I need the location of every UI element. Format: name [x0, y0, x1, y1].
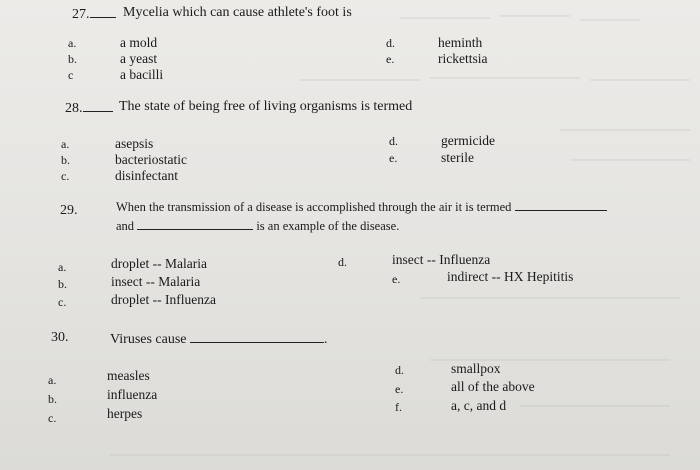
option-letter-b: b.	[48, 392, 57, 406]
option-letter-c: c.	[61, 169, 70, 183]
option-text-b: bacteriostatic	[115, 152, 187, 167]
option-letter-e: e.	[395, 382, 404, 396]
question-29-stem-line2: and is an example of the disease.	[116, 219, 400, 233]
option-letter-f: f.	[395, 400, 402, 414]
question-29-stem-line1: When the transmission of a disease is accomplished through the air it is termed	[116, 198, 607, 215]
option-letter-a: a.	[48, 373, 57, 387]
question-29-number: 29.	[60, 203, 78, 218]
option-text-a: asepsis	[115, 136, 154, 151]
option-text-a: a mold	[120, 35, 158, 50]
option-text-d: germicide	[441, 133, 495, 148]
option-text-d: smallpox	[451, 361, 501, 376]
option-text-c: a bacilli	[120, 67, 164, 82]
option-text-d: insect -- Influenza	[392, 252, 491, 267]
option-text-e: sterile	[441, 150, 474, 165]
option-letter-c: c	[68, 68, 74, 82]
option-letter-b: b.	[61, 153, 70, 167]
option-letter-d: d.	[389, 134, 398, 148]
option-letter-c: c.	[48, 411, 57, 425]
option-letter-a: a.	[68, 36, 77, 50]
question-30-number: 30.	[51, 330, 69, 345]
option-text-e: all of the above	[451, 379, 535, 394]
option-letter-e: e.	[389, 151, 398, 165]
option-letter-d: d.	[338, 255, 347, 269]
option-letter-c: c.	[58, 295, 67, 309]
question-30-stem: Viruses cause .	[110, 332, 328, 347]
option-letter-b: b.	[58, 277, 67, 291]
option-letter-b: b.	[68, 52, 77, 66]
question-28-stem: The state of being free of living organisms is termed	[119, 99, 413, 114]
option-letter-a: a.	[61, 137, 70, 151]
option-letter-e: e.	[386, 52, 395, 66]
option-letter-d: d.	[395, 363, 404, 377]
question-27-stem: Mycelia which can cause athlete's foot is	[123, 5, 352, 20]
option-text-f: a, c, and d	[451, 398, 507, 413]
question-28-number: 28.	[65, 99, 113, 117]
option-text-c: disinfectant	[115, 168, 178, 183]
option-letter-d: d.	[386, 36, 395, 50]
question-27-number: 27.	[72, 5, 116, 23]
option-letter-a: a.	[58, 260, 67, 274]
option-text-e: rickettsia	[438, 51, 488, 66]
option-text-b: a yeast	[120, 51, 158, 66]
option-text-b: insect -- Malaria	[111, 274, 201, 289]
option-text-b: influenza	[107, 387, 158, 402]
option-text-c: herpes	[107, 406, 143, 421]
option-text-a: measles	[107, 368, 150, 383]
option-text-a: droplet -- Malaria	[111, 256, 207, 271]
option-letter-e: e.	[392, 272, 401, 286]
option-text-e: indirect -- HX Hepititis	[447, 269, 574, 284]
option-text-d: heminth	[438, 35, 483, 50]
option-text-c: droplet -- Influenza	[111, 292, 216, 307]
